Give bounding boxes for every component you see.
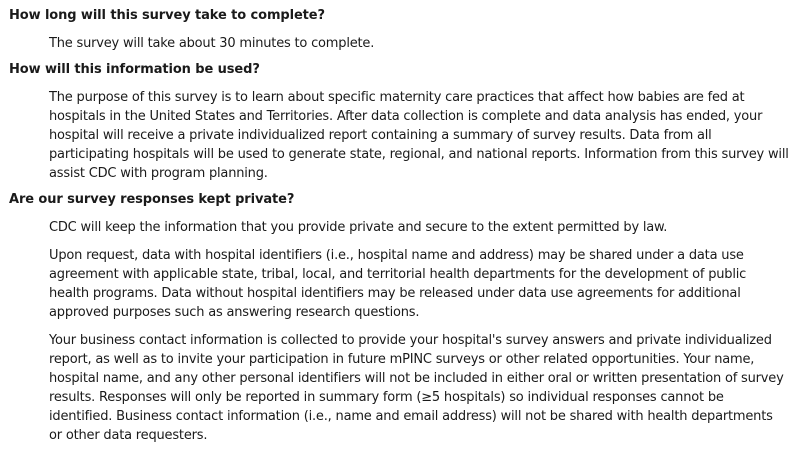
- faq-item-privacy: [9, 190, 785, 445]
- faq-answer: [49, 88, 789, 183]
- faq-question: How long will this survey take to complete?: [9, 8, 325, 23]
- faq-answer-paragraph: CDC will keep the information that you provide private and secure to the extent permitted by law.: [49, 220, 668, 235]
- faq-answer-paragraph: The survey will take about 30 minutes to complete.: [49, 36, 375, 51]
- faq-item-usage: [9, 60, 789, 183]
- faq-answer-paragraph: Upon request, data with hospital identifiers (i.e., hospital name and address) may be shared under a data use agreement with applicable state, tribal, local, and territorial health departments for the development of public health programs. Data without hospital identifiers may be released under data use agreements for additional approved purposes such as answering research questions.: [49, 248, 747, 320]
- faq-question: Are our survey responses kept private?: [9, 192, 295, 207]
- faq-question: How will this information be used?: [9, 62, 260, 77]
- faq-answer: [49, 218, 789, 445]
- faq-answer-paragraph: Your business contact information is collected to provide your hospital's survey answers and private individualized report, as well as to invite your participation in future mPINC surveys or other related opportunities. Your name, hospital name, and any other personal identifiers will not be included in either oral or written presentation of survey results. Responses will only be reported in summary form (≥5 hospitals) so individual responses cannot be identified. Business contact information (i.e., name and email address) will not be shared with health departments or other data requesters.: [49, 333, 784, 443]
- faq-item-duration: [9, 6, 785, 53]
- faq-answer-paragraph: The purpose of this survey is to learn about specific maternity care practices that affect how babies are fed at hospitals in the United States and Territories. After data collection is complete and data analysis has ended, your hospital will receive a private individualized report containing a summary of survey results. Data from all participating hospitals will be used to generate state, regional, and national reports. Information from this survey will assist CDC with program planning.: [49, 90, 789, 181]
- faq-answer: [49, 34, 789, 53]
